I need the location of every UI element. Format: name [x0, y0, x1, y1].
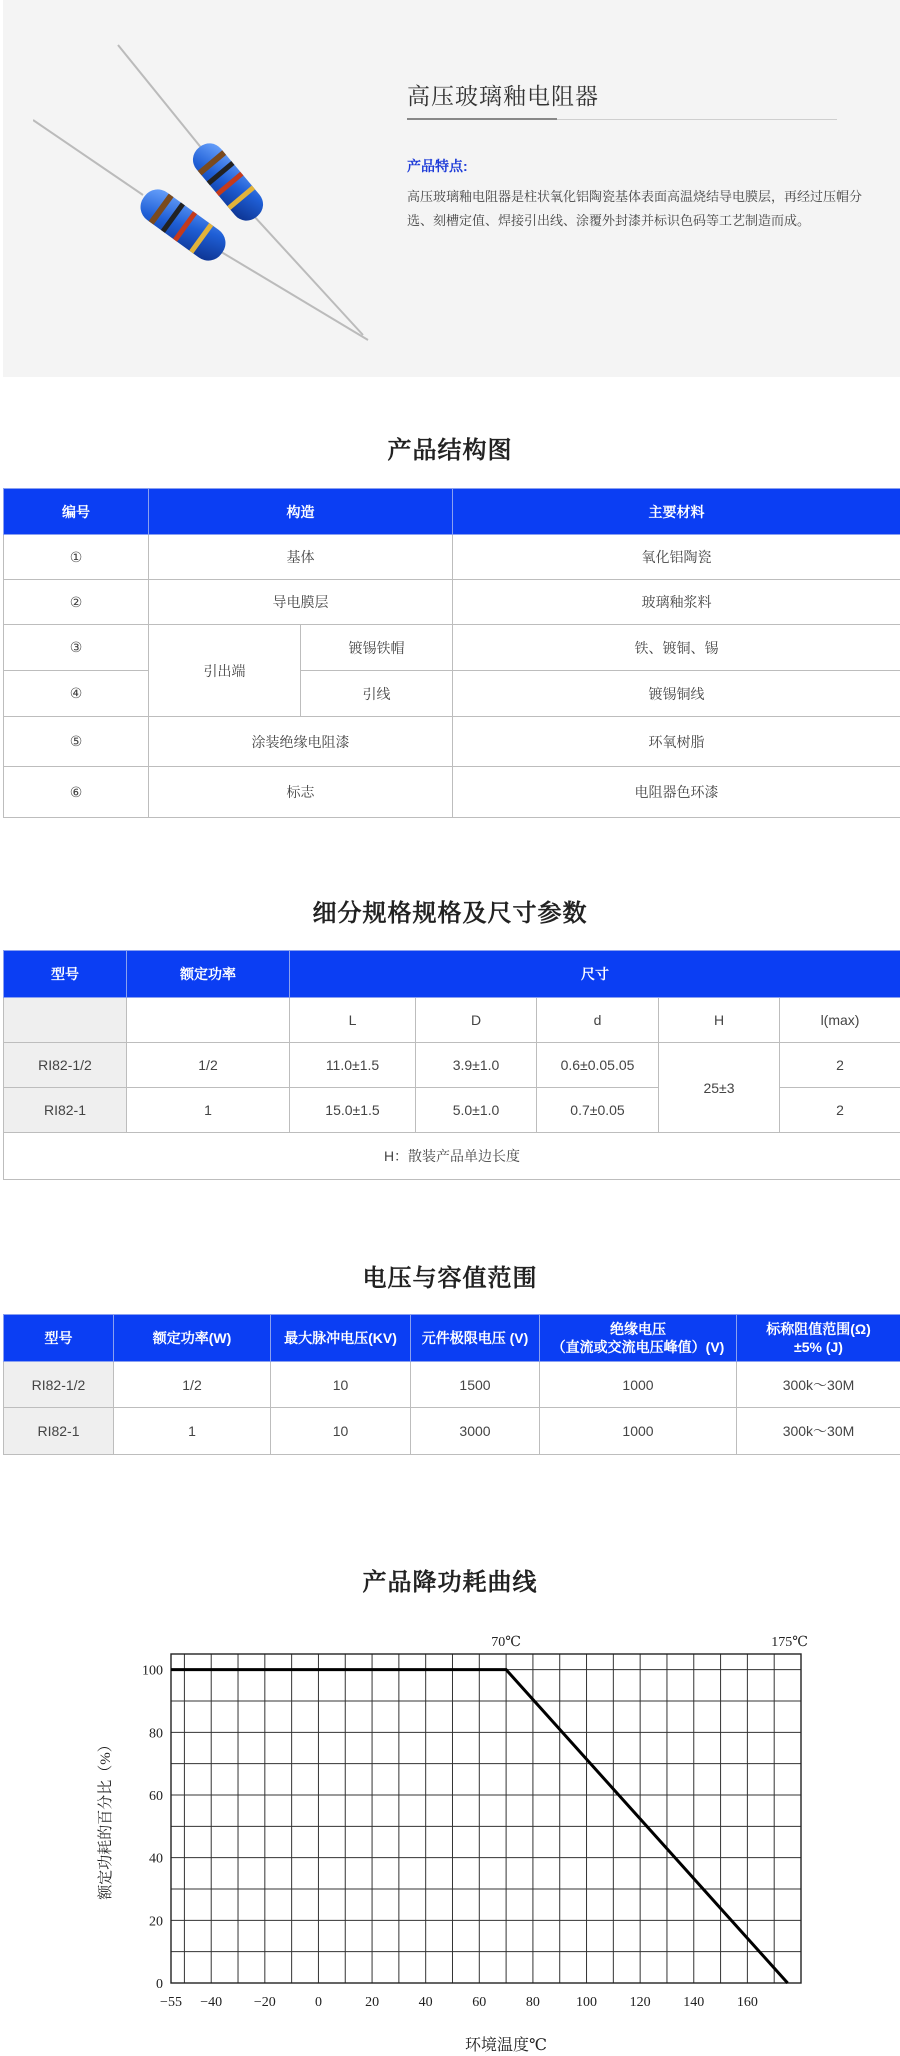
- header-insulation-voltage: [540, 1315, 737, 1362]
- row-power: 1/2: [114, 1362, 271, 1408]
- header-number: 编号: [4, 489, 149, 535]
- header-pulse-voltage: 最大脉冲电压(KV): [271, 1315, 411, 1362]
- row-L: 15.0±1.5: [290, 1088, 416, 1133]
- product-title: 高压玻璃釉电阻器: [407, 83, 599, 109]
- row-number: ④: [4, 671, 149, 717]
- x-tick-label: 80: [525, 1995, 540, 2010]
- row-number: ⑤: [4, 717, 149, 767]
- voltage-table: [3, 1314, 900, 1455]
- row-power: 1/2: [127, 1043, 290, 1088]
- x-tick-label: −20: [253, 1995, 276, 2010]
- table-row: [4, 625, 900, 671]
- x-tick-label: 60: [472, 1995, 487, 2010]
- row-D: 3.9±1.0: [416, 1043, 537, 1088]
- table-row: [4, 671, 900, 717]
- row-model: RI82-1: [4, 1088, 127, 1133]
- row-pulse: 10: [271, 1362, 411, 1408]
- subheader-D: D: [416, 998, 537, 1043]
- x-tick-label: 0: [314, 1995, 322, 2010]
- temperature-annotation: 70℃: [491, 1635, 521, 1650]
- x-tick-label: 160: [736, 1995, 758, 2010]
- row-subpart: 镀锡铁帽: [301, 625, 453, 671]
- y-tick-label: 80: [149, 1726, 163, 1742]
- temperature-annotation: 175℃: [771, 1635, 808, 1650]
- derating-chart: [0, 1620, 900, 2056]
- header-model: 型号: [4, 1315, 114, 1362]
- row-lmax: 2: [780, 1088, 900, 1133]
- table-row: [4, 1362, 900, 1408]
- row-insulation: 1000: [540, 1408, 737, 1455]
- subheader-lmax: l(max): [780, 998, 900, 1043]
- row-number: ①: [4, 535, 149, 580]
- row-model: RI82-1: [4, 1408, 114, 1455]
- subheader-L: L: [290, 998, 416, 1043]
- table-row: [4, 717, 900, 767]
- header-power: 额定功率: [127, 951, 290, 998]
- row-subpart: 引线: [301, 671, 453, 717]
- row-part: 导电膜层: [149, 580, 453, 625]
- product-hero: [3, 0, 900, 377]
- x-tick-label: 100: [576, 1995, 598, 2010]
- row-resistance: 300k～30M: [737, 1408, 900, 1455]
- row-number: ②: [4, 580, 149, 625]
- y-tick-label: 20: [149, 1914, 163, 1930]
- subheader-d: d: [537, 998, 659, 1043]
- plot-frame: [171, 1654, 801, 1983]
- row-D: 5.0±1.0: [416, 1088, 537, 1133]
- row-L: 11.0±1.5: [290, 1043, 416, 1088]
- row-power: 1: [114, 1408, 271, 1455]
- features-label: 产品特点:: [407, 158, 468, 174]
- table-row: [4, 767, 900, 818]
- table-row: [4, 535, 900, 580]
- resistor-product-image: [33, 30, 373, 350]
- table-row: [4, 1043, 900, 1088]
- empty-cell: [4, 998, 127, 1043]
- row-power: 1: [127, 1088, 290, 1133]
- structure-table: [3, 488, 900, 818]
- row-d: 0.7±0.05: [537, 1088, 659, 1133]
- x-tick-label: 140: [683, 1995, 705, 2010]
- row-part: 基体: [149, 535, 453, 580]
- header-limit-voltage: 元件极限电压 (V): [411, 1315, 540, 1362]
- x-axis-label: 环境温度℃: [465, 2037, 547, 2054]
- subheader-H: H: [659, 998, 780, 1043]
- header-resistance-range: [737, 1315, 900, 1362]
- row-insulation: 1000: [540, 1362, 737, 1408]
- row-number: ③: [4, 625, 149, 671]
- row-pulse: 10: [271, 1408, 411, 1455]
- row-model: RI82-1/2: [4, 1043, 127, 1088]
- row-material: 环氧树脂: [453, 717, 900, 767]
- derating-section-title: 产品降功耗曲线: [362, 1569, 538, 1596]
- row-H: 25±3: [659, 1043, 780, 1133]
- title-divider-accent: [407, 118, 557, 120]
- row-resistance: 300k～30M: [737, 1362, 900, 1408]
- resistance-sublabel: ±5% (J): [794, 1339, 843, 1355]
- y-tick-label: 0: [156, 1977, 163, 1992]
- y-tick-label: 60: [149, 1789, 163, 1804]
- header-construction: 构造: [149, 489, 453, 535]
- x-tick-label: 120: [629, 1995, 651, 2010]
- row-material: 铁、镀铜、锡: [453, 625, 900, 671]
- row-material: 镀锡铜线: [453, 671, 900, 717]
- table-row: [4, 580, 900, 625]
- row-d: 0.6±0.05.05: [537, 1043, 659, 1088]
- row-material: 氧化铝陶瓷: [453, 535, 900, 580]
- header-power-w: 额定功率(W): [114, 1315, 271, 1362]
- spec-note: H：散装产品单边长度: [4, 1133, 900, 1180]
- empty-cell: [127, 998, 290, 1043]
- insulation-label: 绝缘电压: [610, 1321, 666, 1337]
- header-size: 尺寸: [290, 951, 900, 998]
- x-tick-label: 40: [418, 1995, 433, 2010]
- row-material: 电阻器色环漆: [453, 767, 900, 818]
- x-tick-label: −55: [160, 1995, 182, 2010]
- y-tick-label: 100: [142, 1663, 163, 1679]
- header-material: 主要材料: [453, 489, 900, 535]
- spec-section-title: 细分规格规格及尺寸参数: [312, 900, 588, 927]
- y-axis-label: 额定功耗的百分比（%）: [98, 1737, 114, 1900]
- row-lmax: 2: [780, 1043, 900, 1088]
- row-number: ⑥: [4, 767, 149, 818]
- x-tick-label: −40: [200, 1995, 223, 2010]
- row-part: 涂装绝缘电阻漆: [149, 717, 453, 767]
- row-limit: 1500: [411, 1362, 540, 1408]
- voltage-section-title: 电压与容值范围: [362, 1265, 538, 1292]
- row-limit: 3000: [411, 1408, 540, 1455]
- row-model: RI82-1/2: [4, 1362, 114, 1408]
- row-part: 引出端: [149, 625, 301, 717]
- insulation-sublabel: （直流或交流电压峰值）(V): [551, 1339, 725, 1355]
- structure-section-title: 产品结构图: [387, 437, 513, 464]
- row-part: 标志: [149, 767, 453, 818]
- header-model: 型号: [4, 951, 127, 998]
- table-row: [4, 1408, 900, 1455]
- resistance-label: 标称阻值范围(Ω): [766, 1321, 871, 1337]
- y-tick-label: 40: [149, 1851, 163, 1867]
- x-tick-label: 20: [365, 1995, 380, 2010]
- spec-table: [3, 950, 900, 1180]
- row-material: 玻璃釉浆料: [453, 580, 900, 625]
- features-text: 高压玻璃釉电阻器是柱状氧化铝陶瓷基体表面高温烧结导电膜层，再经过压帽分选、刻槽定值、焊接引出线、涂覆外封漆并标识色码等工艺制造而成。: [407, 189, 863, 228]
